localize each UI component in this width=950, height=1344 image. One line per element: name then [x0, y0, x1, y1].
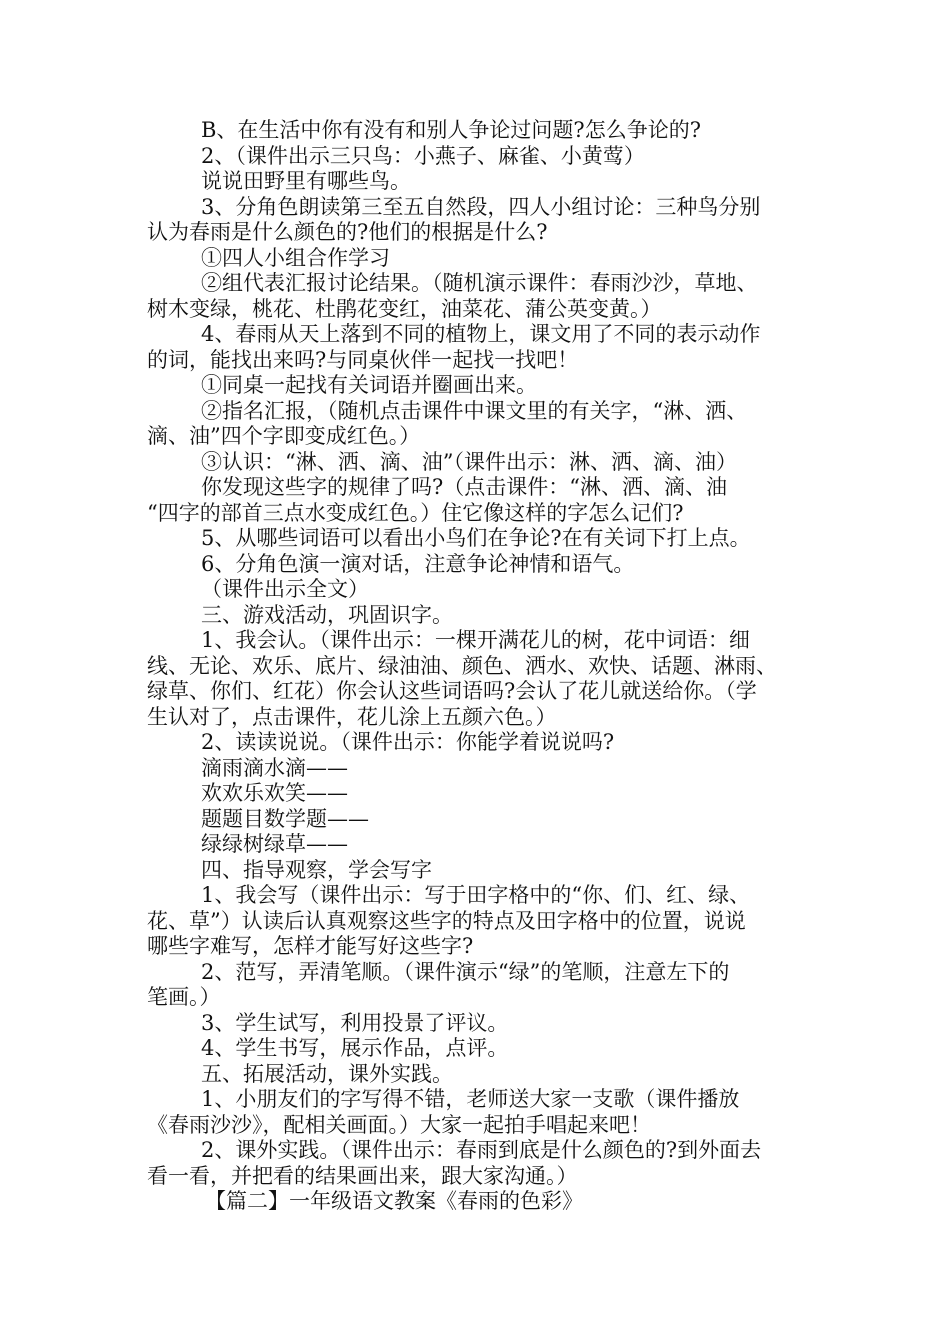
text-line: （课件出示全文）: [201, 577, 369, 601]
text-line: 树木变绿，桃花、杜鹃花变红，油菜花、蒲公英变黄。）: [147, 296, 662, 321]
text-line: 1、我会写（课件出示：写于田字格中的“你、们、红、绿、: [201, 883, 751, 907]
text-line: 的词，能找出来吗?与同桌伙伴一起找一找吧！: [147, 347, 579, 372]
text-line: 6、分角色演一演对话，注意争论神情和语气。: [201, 551, 635, 576]
text-line: 3、分角色朗读第三至五自然段，四人小组讨论：三种鸟分别: [201, 194, 761, 219]
document-body: [147, 118, 812, 1215]
text-line: 线、无论、欢乐、底片、绿油油、颜色、洒水、欢快、话题、淋雨、: [147, 653, 777, 678]
text-line: 花、草”）认读后认真观察这些字的特点及田字格中的位置，说说: [147, 908, 746, 933]
text-line: 认为春雨是什么颜色的?他们的根据是什么?: [147, 220, 548, 244]
text-line: 滴、油”四个字即变成红色。）: [147, 424, 421, 448]
text-line: 4、春雨从天上落到不同的植物上，课文用了不同的表示动作: [201, 322, 761, 346]
text-line: 题题目数学题——: [201, 806, 369, 831]
text-line: 看一看，并把看的结果画出来，跟大家沟通。）: [147, 1163, 578, 1188]
text-line: B、在生活中你有没有和别人争论过问题?怎么争论的?: [201, 118, 701, 142]
text-line: 三、游戏活动，巩固识字。: [201, 602, 453, 627]
text-line: 4、学生书写，展示作品，点评。: [201, 1036, 509, 1060]
text-line: 1、我会认。（课件出示：一棵开满花儿的树，花中词语：细: [201, 628, 750, 652]
text-line: 你发现这些字的规律了吗?（点击课件：“淋、洒、滴、油: [201, 475, 727, 499]
text-line: 1、小朋友们的字写得不错，老师送大家一支歌（课件播放: [201, 1087, 740, 1111]
text-line: 5、从哪些词语可以看出小鸟们在争论?在有关词下打上点。: [201, 526, 751, 550]
text-line: 《春雨沙沙》，配相关画面。）大家一起拍手唱起来吧！: [147, 1112, 651, 1137]
text-line: 3、学生试写，利用投景了评议。: [201, 1010, 509, 1035]
text-line: 2、范写，弄清笔顺。（课件演示“绿”的笔顺，注意左下的: [201, 959, 730, 984]
text-line: 绿草、你们、红花）你会认这些词语吗?会认了花儿就送给你。（学: [147, 679, 757, 703]
text-line: ①四人小组合作学习: [201, 245, 390, 270]
text-line: ③认识：“淋、洒、滴、油”（课件出示：淋、洒、滴、油）: [201, 449, 737, 474]
text-line: ①同桌一起找有关词语并圈画出来。: [201, 373, 537, 397]
text-line: 说说田野里有哪些鸟。: [201, 169, 411, 193]
section-heading: 【篇二】一年级语文教案《春雨的色彩》: [205, 1189, 583, 1213]
text-line: 2、课外实践。（课件出示：春雨到底是什么颜色的?到外面去: [201, 1138, 762, 1162]
text-line: 哪些字难写，怎样才能写好这些字?: [147, 934, 474, 958]
text-line: 2、读读说说。（课件出示：你能学着说说吗?: [201, 730, 615, 754]
text-line: 欢欢乐欢笑——: [201, 781, 348, 805]
text-line: 滴雨滴水滴——: [201, 755, 348, 780]
text-line: ②组代表汇报讨论结果。（随机演示课件：春雨沙沙，草地、: [201, 271, 758, 295]
text-line: 四、指导观察，学会写字: [201, 857, 432, 882]
text-line: “四字的部首三点水变成红色。）住它像这样的字怎么记们?: [147, 500, 684, 525]
text-line: 绿绿树绿草——: [201, 832, 348, 856]
text-line: 生认对了，点击课件，花儿涂上五颜六色。）: [147, 704, 557, 729]
text-line: 2、（课件出示三只鸟：小燕子、麻雀、小黄莺）: [201, 143, 645, 168]
text-line: 五、拓展活动，课外实践。: [201, 1061, 453, 1086]
text-line: 笔画。）: [147, 985, 221, 1009]
text-line: ②指名汇报，（随机点击课件中课文里的有关字，“淋、洒、: [201, 398, 748, 423]
